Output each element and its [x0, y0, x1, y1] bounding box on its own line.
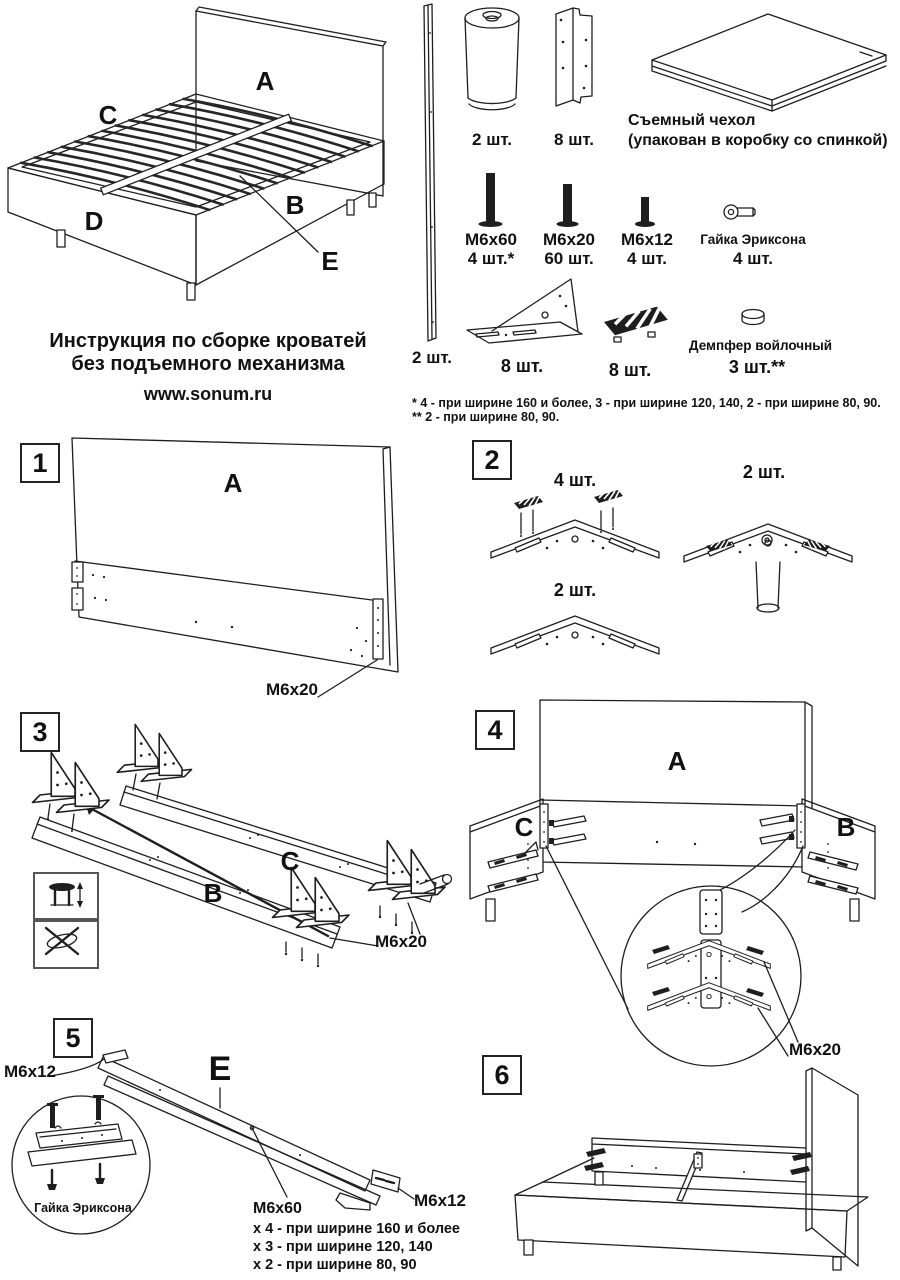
erikson-nut-qty: 4 шт.: [733, 249, 773, 268]
part-angle-bracket-drawing: [556, 8, 592, 106]
step5-bolt-note-title: M6x60: [253, 1200, 302, 1217]
step1-label-a: A: [223, 468, 243, 498]
part-cover-drawing: [652, 14, 886, 111]
angle-bracket-qty: 8 шт.: [554, 130, 594, 149]
m6x12-qty: 4 шт.: [627, 249, 667, 268]
step-3-number: 3: [20, 712, 60, 752]
damper-qty: 3 шт.**: [728, 357, 786, 377]
step4-label-b: B: [836, 812, 856, 842]
step3-label-b: B: [203, 878, 223, 908]
step2-qty-mid: 2 шт.: [553, 580, 597, 600]
step5-bolt-note-line3: x 2 - при ширине 80, 90: [253, 1257, 417, 1273]
step2-qty-right: 2 шт.: [742, 462, 786, 482]
overview-label-left-rail: C: [98, 100, 118, 130]
website-url: www.sonum.ru: [143, 384, 273, 404]
m6x20-name: M6x20: [543, 230, 595, 249]
step-1-number: 1: [20, 443, 60, 483]
slat-qty: 2 шт.: [412, 348, 452, 367]
erikson-nut-name: Гайка Эриксона: [700, 232, 806, 247]
step3-callout-m6x20: M6x20: [375, 932, 427, 951]
damper-name: Демпфер войлочный: [688, 338, 833, 353]
part-leg-drawing: [465, 8, 519, 110]
step6-drawing: [515, 1068, 868, 1270]
step5-callout-m6x12-left: M6x12: [4, 1062, 56, 1081]
part-corner-bracket-drawing: [467, 279, 582, 343]
step-2-number: 2: [472, 440, 512, 480]
part-bolts-drawing: [479, 173, 756, 227]
step2-drawing: [491, 490, 852, 654]
step5-callout-m6x12-right: M6x12: [414, 1191, 466, 1210]
leg-height-icon-box: [33, 872, 99, 922]
overview-label-footboard: D: [84, 206, 104, 236]
step-5-number: 5: [53, 1018, 93, 1058]
part-slat-holder-drawing: [604, 307, 668, 342]
corner-bracket-qty: 8 шт.: [500, 356, 544, 376]
overview-label-right-rail: B: [285, 190, 305, 220]
overview-label-headboard: A: [255, 66, 275, 96]
m6x60-name: M6x60: [465, 230, 517, 249]
m6x12-name: M6x12: [621, 230, 673, 249]
part-slat-drawing: [424, 4, 436, 341]
step-4-number: 4: [475, 710, 515, 750]
step4-label-c: C: [514, 812, 534, 842]
overview-label-center-rail: E: [321, 246, 339, 276]
cover-note: (упакован в коробку со спинкой): [628, 132, 888, 149]
step3-label-c: C: [280, 846, 300, 876]
m6x60-qty: 4 шт.*: [467, 249, 515, 268]
leg-qty: 2 шт.: [472, 130, 512, 149]
step1-callout-m6x20: M6x20: [266, 680, 318, 699]
part-damper-drawing: [742, 310, 764, 325]
step4-label-a: A: [667, 746, 687, 776]
m6x20-qty: 60 шт.: [544, 249, 594, 268]
step4-callout-m6x20: M6x20: [789, 1040, 841, 1059]
footnote-2: ** 2 - при ширине 80, 90.: [412, 410, 560, 424]
cover-name: Съемный чехол: [628, 112, 756, 129]
step5-bolt-note-line2: x 3 - при ширине 120, 140: [253, 1239, 433, 1255]
step-6-number: 6: [482, 1055, 522, 1095]
step5-erikson-nut-label: Гайка Эриксона: [34, 1201, 132, 1215]
footnote-1: * 4 - при ширине 160 и более, 3 - при ширине 120, 140, 2 - при ширине 80, 90.: [412, 396, 881, 410]
no-tool-icon-box: [33, 918, 99, 969]
doc-title-line2: без подъемного механизма: [71, 353, 345, 375]
doc-title-line1: Инструкция по сборке кроватей: [49, 330, 367, 352]
step5-bolt-note-line1: x 4 - при ширине 160 и более: [253, 1221, 460, 1237]
step2-qty-top: 4 шт.: [553, 470, 597, 490]
step5-label-e: E: [208, 1050, 232, 1088]
slat-holder-qty: 8 шт.: [608, 360, 652, 380]
